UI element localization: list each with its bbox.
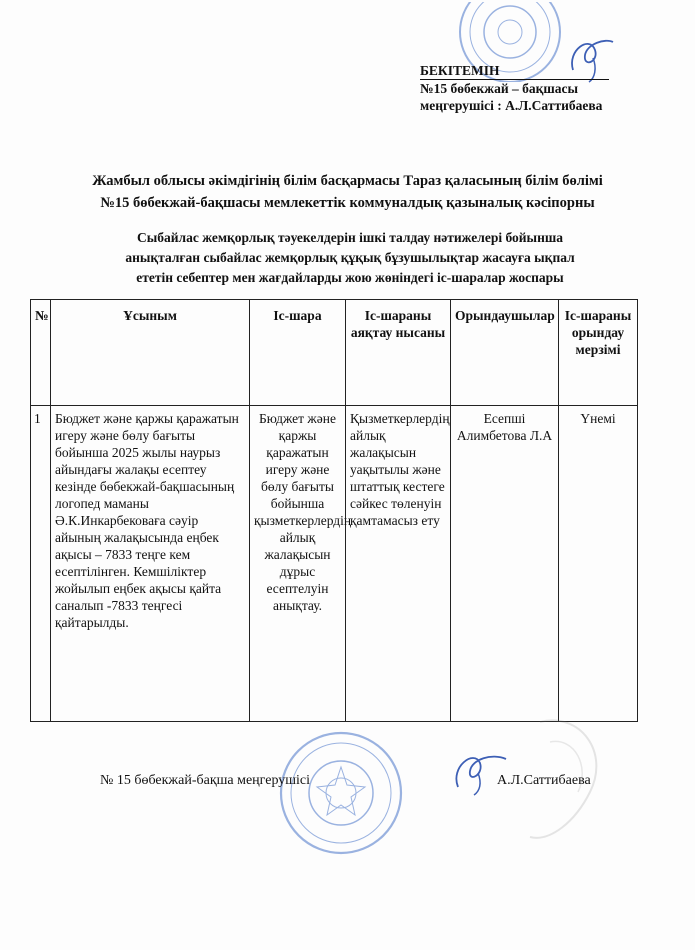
stamp-seal-bottom	[275, 727, 407, 859]
plan-line-1: Сыбайлас жемқорлық тәуекелдерін ішкі талдау нәтижелері бойынша	[136, 230, 564, 245]
approval-title: БЕКІТЕМІН	[420, 62, 609, 80]
footer-position: № 15 бөбекжай-бақша меңгерушісі	[100, 773, 311, 788]
table-row	[31, 406, 638, 722]
cell-completion-form: Қызметкерлердің айлық жалақысын уақытылы және штаттық кестеге сәйкес төленуін қамтамасыз ету	[346, 406, 451, 722]
cell-deadline: Үнемі	[559, 406, 638, 722]
cell-executors: Есепші Алимбетова Л.А	[451, 406, 559, 722]
approval-block	[420, 62, 660, 114]
cell-event: Бюджет және қаржы қаражатын игеру және бөлу бағыты бойынша қызметкерлердің айлық жалақысын дұрыс есептелуін анықтау.	[250, 406, 346, 722]
cell-num: 1	[31, 406, 51, 722]
org-line-2: №15 бөбекжай-бақшасы мемлекеттік коммуналдық қазыналық кәсіпорны	[100, 195, 595, 211]
cell-recommendation: Бюджет және қаржы қаражатын игеру және бөлу бағыты бойынша 2025 жылы наурыз айындағы жалақы есептеу кезінде бөбекжай-бақшасының логопед маманы Ә.К.Инкарбековаға сәуір айының жалақысында еңбек ақысы – 7833 теңге кем есептілінген. Кемшіліктер жойылып еңбек ақысы қайта саналып -7833 теңгесі қайтарылды.	[51, 406, 250, 722]
table-header-row	[31, 300, 638, 406]
header-executors: Орындаушылар	[451, 300, 559, 406]
plan-line-3: ететін себептер мен жағдайларды жою жөніндегі іс-шаралар жоспары	[136, 270, 564, 285]
org-line-1: Жамбыл облысы әкімдігінің білім басқармасы Тараз қаласының білім бөлімі	[92, 173, 603, 189]
action-plan-table	[30, 299, 638, 722]
plan-line-2: анықталған сыбайлас жемқорлық құқық бұзушылықтар жасауға ықпал	[125, 250, 575, 265]
footer-name: А.Л.Саттибаева	[497, 773, 591, 788]
header-event: Іс-шара	[250, 300, 346, 406]
organization-header	[40, 170, 655, 214]
header-recommendation: Ұсыным	[51, 300, 250, 406]
approval-line-1: №15 бөбекжай – бақшасы	[420, 81, 579, 96]
header-num: №	[31, 300, 51, 406]
approval-line-2: меңгерушісі : А.Л.Саттибаева	[420, 98, 603, 113]
header-deadline: Іс-шараны орындау мерзімі	[559, 300, 638, 406]
header-completion-form: Іс-шараны аяқтау нысаны	[346, 300, 451, 406]
plan-title	[60, 228, 640, 288]
